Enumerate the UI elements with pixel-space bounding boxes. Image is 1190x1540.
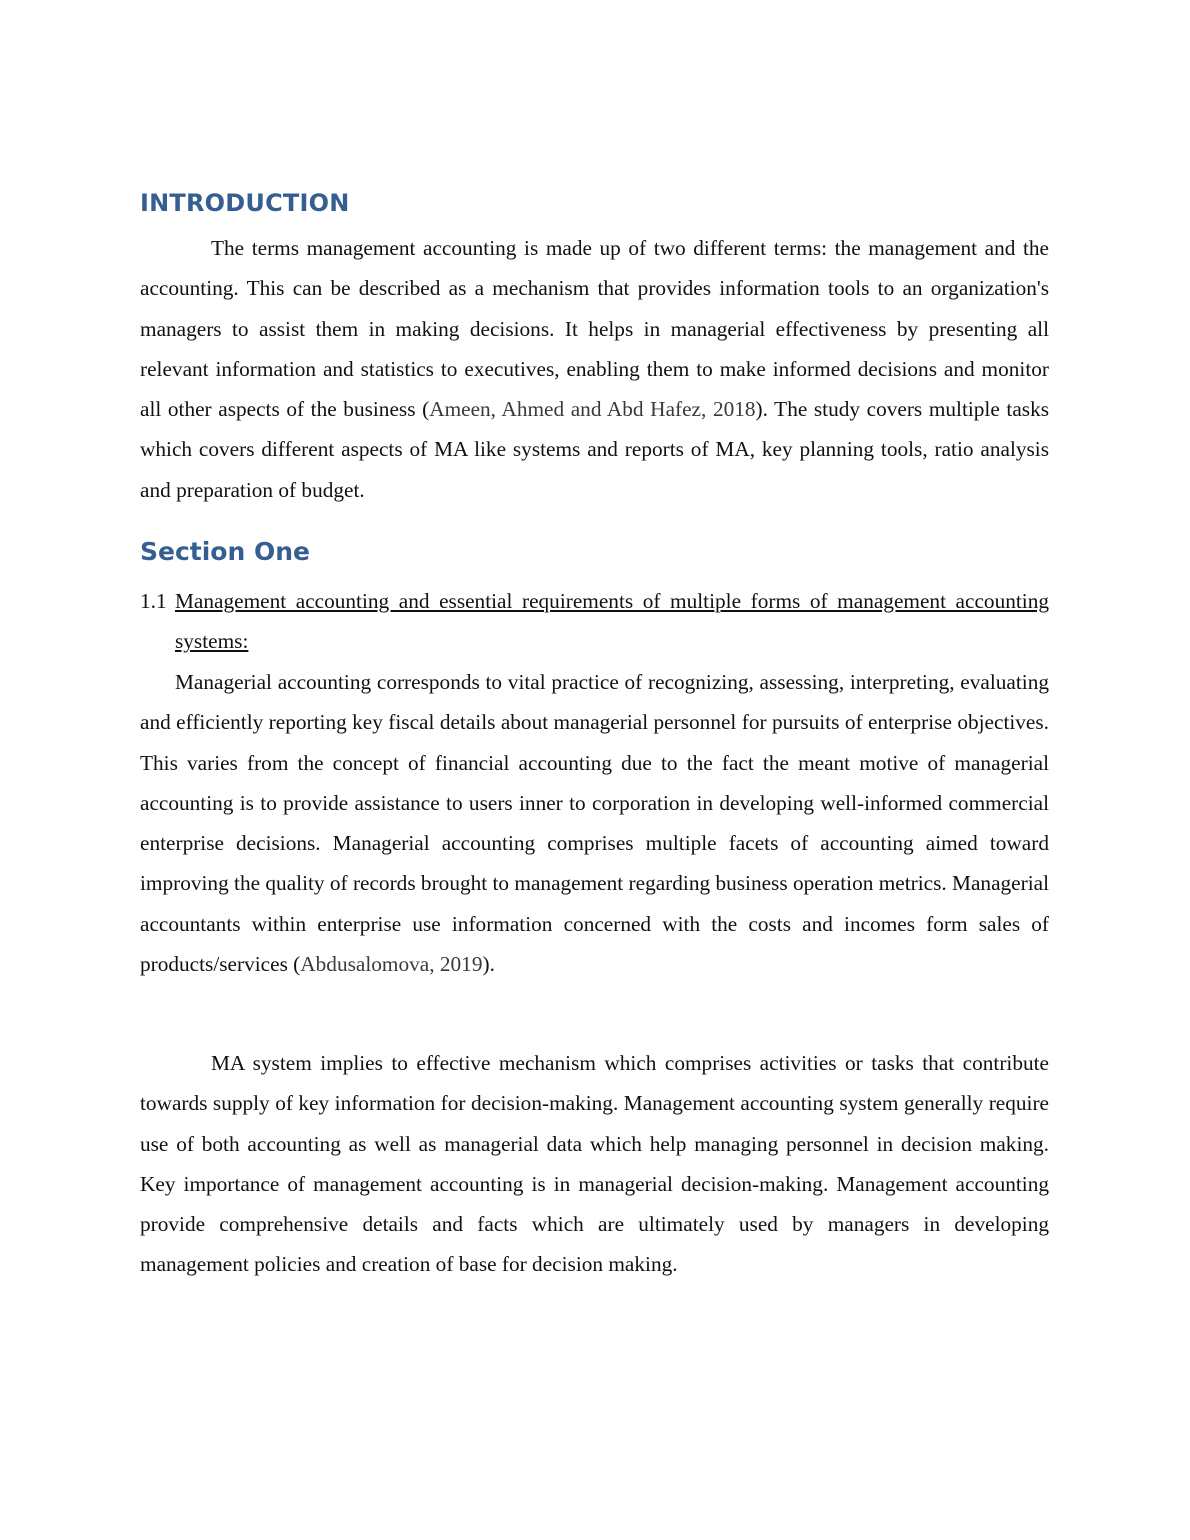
- introduction-paragraph-text: The terms management accounting is made up of two different terms: the management and the accounting. This can be described as a mechanism that provides information tools to an organization's managers to assist them in making decisions. It helps in managerial effectiveness by presenting all relevant information and statistics to executives, enabling them to make informed decisions and monitor all other aspects of the business (: [140, 236, 1049, 422]
- ma-system-paragraph: MA system implies to effective mechanism which comprises activities or tasks that contribute towards supply of key information for decision-making. Management accounting system generally require use of both accounting as well as managerial data which help managing personnel in decision making. Key importance of management accounting is in managerial decision-making. Management accounting provide comprehensive details and facts which are ultimately used by managers in developing management policies and creation of base for decision making.: [140, 1051, 1049, 1277]
- managerial-paragraph-text: Managerial accounting corresponds to vital practice of recognizing, assessing, interpreting, evaluating and efficiently reporting key fiscal details about managerial personnel for pursuits of enterprise objectives. This varies from the concept of financial accounting due to the fact the meant motive of managerial accounting is to provide assistance to users inner to corporation in developing well-informed commercial enterprise decisions. Managerial accounting comprises multiple facets of accounting aimed toward improving the quality of records brought to management regarding business operation metrics. Managerial accountants within enterprise use information concerned with the costs and incomes form sales of products/services (: [140, 670, 1050, 977]
- introduction-citation: Ameen, Ahmed and Abd Hafez, 2018: [429, 397, 756, 422]
- introduction-paragraph: [140, 228, 1049, 510]
- managerial-citation: Abdusalomova, 2019: [300, 952, 483, 977]
- introduction-heading: INTRODUCTION: [140, 189, 350, 217]
- subsection-number: 1.1: [140, 589, 167, 613]
- managerial-accounting-paragraph: [140, 662, 1049, 984]
- section-one-heading: Section One: [140, 537, 310, 566]
- subsection-title: Management accounting and essential requirements of multiple forms of management accounting systems:: [175, 589, 1049, 654]
- subsection-heading: [140, 581, 1049, 662]
- introduction-paragraph-tail: ). The study covers multiple tasks which covers different aspects of MA like systems and reports of MA, key planning tools, ratio analysis and preparation of budget.: [140, 397, 1049, 502]
- managerial-paragraph-tail: ).: [482, 952, 495, 977]
